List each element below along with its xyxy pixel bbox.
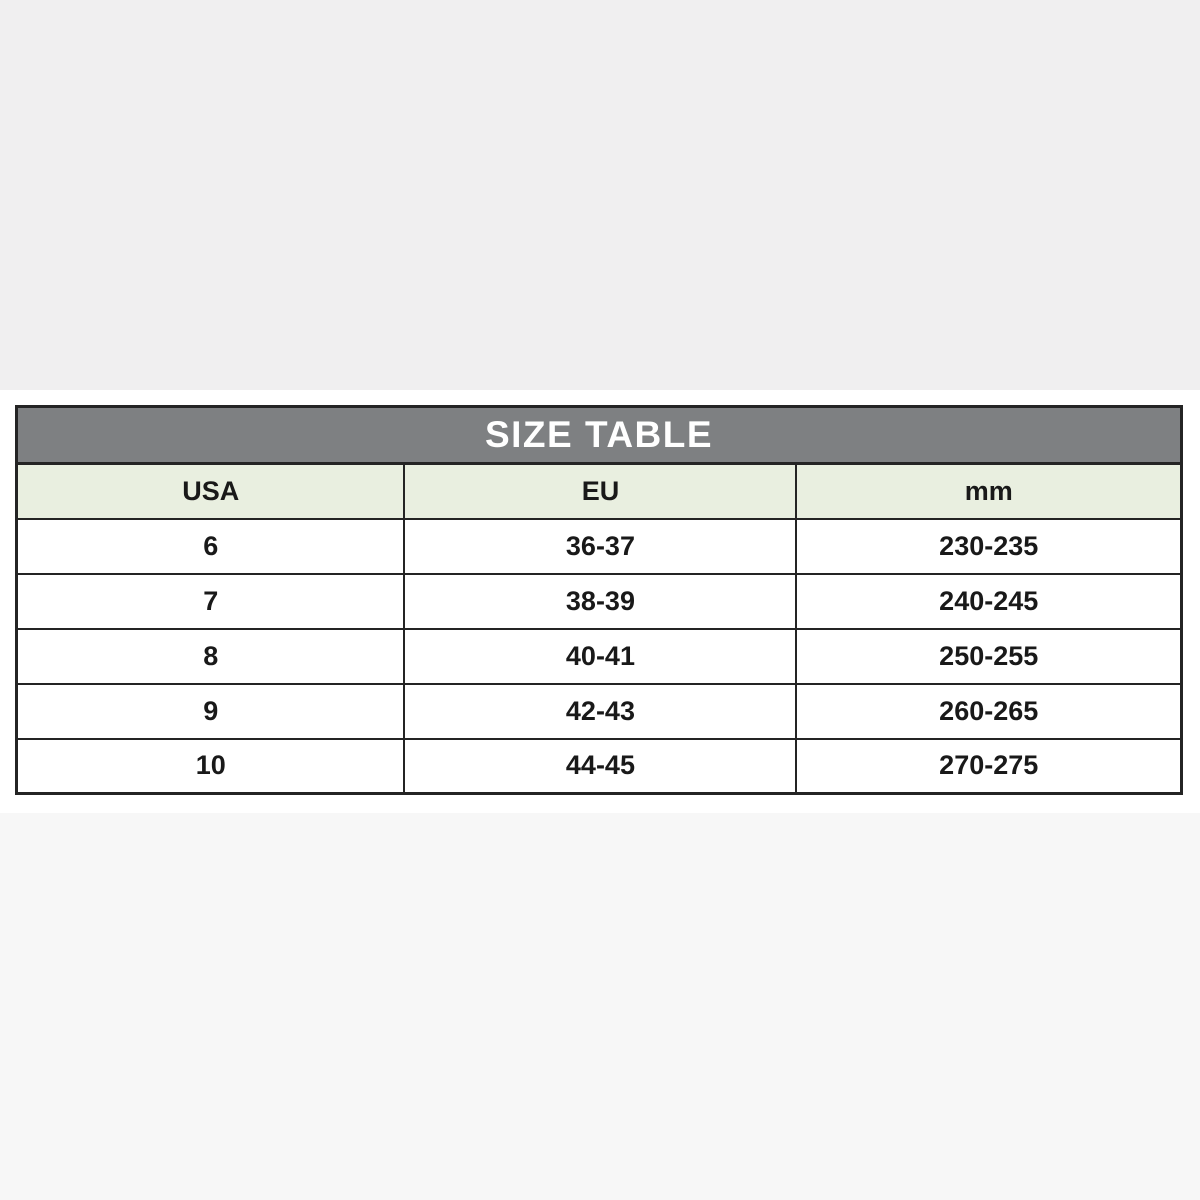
- column-header-row: [17, 464, 1182, 519]
- title-row: [17, 407, 1182, 464]
- mm-size-cell: 250-255: [796, 629, 1181, 684]
- eu-size-cell: 44-45: [404, 739, 796, 794]
- table-row: [17, 739, 1182, 794]
- eu-size-cell: 36-37: [404, 519, 796, 574]
- eu-size-cell: 40-41: [404, 629, 796, 684]
- column-header-usa: USA: [17, 464, 405, 519]
- mm-size-cell: 240-245: [796, 574, 1181, 629]
- size-table: [15, 405, 1183, 795]
- column-header-eu: EU: [404, 464, 796, 519]
- mm-size-cell: 230-235: [796, 519, 1181, 574]
- usa-size-cell: 10: [17, 739, 405, 794]
- usa-size-cell: 8: [17, 629, 405, 684]
- page-background-top: [0, 0, 1200, 390]
- table-row: [17, 684, 1182, 739]
- usa-size-cell: 7: [17, 574, 405, 629]
- column-header-mm: mm: [796, 464, 1181, 519]
- mm-size-cell: 270-275: [796, 739, 1181, 794]
- table-row: [17, 519, 1182, 574]
- table-row: [17, 629, 1182, 684]
- size-table-title: SIZE TABLE: [17, 407, 1182, 464]
- usa-size-cell: 9: [17, 684, 405, 739]
- eu-size-cell: 38-39: [404, 574, 796, 629]
- mm-size-cell: 260-265: [796, 684, 1181, 739]
- eu-size-cell: 42-43: [404, 684, 796, 739]
- table-row: [17, 574, 1182, 629]
- usa-size-cell: 6: [17, 519, 405, 574]
